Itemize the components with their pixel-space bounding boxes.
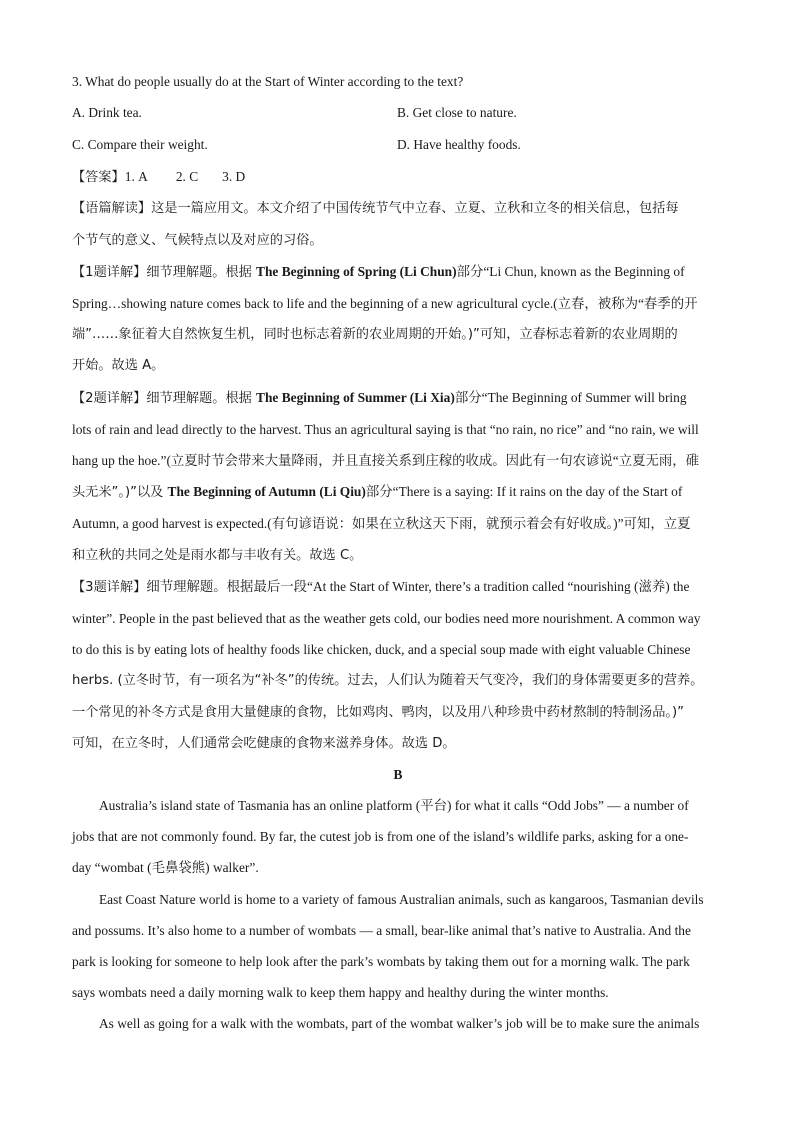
b-para-2-line-3: park is looking for someone to help look after the park’s wombats by taking them out for a morning walk. The park [72, 954, 690, 970]
q1-line-1a: 细节理解题。根据 [146, 264, 257, 280]
b-para-1-line-2: jobs that are not commonly found. By far, the cutest job is from one of the island’s wildlife parks, asking for a one- [72, 829, 689, 845]
section-b-heading: B [393, 767, 403, 783]
q2-label: 【2题详解】 [72, 390, 147, 406]
b-para-2-line-4: says wombats need a daily morning walk to keep them happy and healthy during the winter months. [72, 985, 609, 1001]
document-page [72, 66, 724, 1040]
option-b: B. Get close to nature. [397, 105, 517, 121]
question-1-explanation [72, 256, 724, 382]
q3-line-5: 一个常见的补冬方式是食用大量健康的食物，比如鸡肉、鸭肉，以及用八种珍贵中药材熬制的特制汤品。)” [72, 704, 684, 720]
answer-3: 3. D [222, 169, 246, 185]
q2-section-title-autumn: The Beginning of Autumn (Li Qiu) [167, 484, 366, 500]
b-para-2-line-2: and possums. It’s also home to a number of wombats — a small, bear-like animal that’s native to Australia. And the [72, 922, 691, 938]
q1-section-title: The Beginning of Spring (Li Chun) [256, 263, 457, 279]
q3-line-1: 细节理解题。根据最后一段“At the Start of Winter, there’s a tradition called “nourishing (滋养) the [146, 578, 690, 594]
q2-line-4b: 部分“There is a saying: If it rains on the day of the Start of [365, 484, 683, 500]
q2-line-3: hang up the hoe.”(立夏时节会带来大量降雨，并且直接关系到庄稼的收成。因此有一句农谚说“立夏无雨，碓 [72, 453, 700, 469]
passage-reading-line-1: 这是一篇应用文。本文介绍了中国传统节气中立春、立夏、立秋和立冬的相关信息，包括每 [151, 201, 679, 217]
section-b-passage [72, 790, 724, 1040]
q2-line-4a: 头无米”。)”以及 [72, 485, 168, 501]
question-3-options-row-1 [72, 97, 724, 129]
answer-1: 1. A [124, 169, 148, 185]
q2-line-1b: 部分“The Beginning of Summer will bring [454, 389, 687, 405]
answer-label: 【答案】 [72, 170, 125, 186]
q2-line-5: Autumn, a good harvest is expected.(有句谚语说：如果在立秋这天下雨，就预示着会有好收成。)”可知，立夏 [72, 516, 691, 532]
question-3-explanation [72, 571, 724, 759]
answer-2: 2. C [175, 169, 199, 185]
q1-line-2: Spring…showing nature comes back to life and the beginning of a new agricultural cycle.(立春，被称为“春季的开 [72, 296, 698, 312]
question-3-options-row-2 [72, 129, 724, 161]
q2-line-6: 和立秋的共同之处是雨水都与丰收有关。故选 C。 [72, 547, 363, 563]
option-a: A. Drink tea. [72, 105, 142, 121]
q1-line-4: 开始。故选 A。 [72, 358, 165, 374]
q3-line-3: to do this is by eating lots of healthy foods like chicken, duck, and a special soup made with eight valuable Chinese [72, 642, 691, 658]
question-3-stem: 3. What do people usually do at the Start of Winter according to the text? [72, 74, 464, 89]
option-c: C. Compare their weight. [72, 137, 208, 153]
q2-line-1a: 细节理解题。根据 [146, 390, 257, 406]
option-d: D. Have healthy foods. [397, 137, 521, 153]
q3-line-2: winter”. People in the past believed that as the weather gets cold, our bodies need more nourishment. A common way [72, 611, 701, 627]
answer-key [72, 161, 724, 193]
q3-label: 【3题详解】 [72, 579, 147, 595]
b-para-3-line-1: As well as going for a walk with the wombats, part of the wombat walker’s job will be to make sure the animals [99, 1016, 700, 1032]
q2-section-title-summer: The Beginning of Summer (Li Xia) [256, 389, 455, 405]
b-para-1-line-1: Australia’s island state of Tasmania has an online platform (平台) for what it calls “Odd Jobs” — a number of [99, 798, 689, 814]
passage-reading-line-2: 个节气的意义、气候特点以及对应的习俗。 [72, 232, 323, 248]
b-para-2-line-1: East Coast Nature world is home to a variety of famous Australian animals, such as kangaroos, Tasmanian devils [99, 891, 704, 907]
q2-line-2: lots of rain and lead directly to the harvest. Thus an agricultural saying is that “no rain, no rice” and “no rain, we will [72, 421, 699, 437]
q1-line-3: 端”……象征着大自然恢复生机，同时也标志着新的农业周期的开始。)”可知，立春标志着新的农业周期的 [72, 327, 678, 343]
question-2-explanation [72, 382, 724, 571]
q1-label: 【1题详解】 [72, 264, 147, 280]
passage-reading-label: 【语篇解读】 [72, 201, 152, 217]
b-para-1-line-3: day “wombat (毛鼻袋熊) walker”. [72, 860, 259, 876]
q3-line-6: 可知，在立冬时，人们通常会吃健康的食物来滋养身体。故选 D。 [72, 735, 456, 751]
q3-line-4: herbs. (立冬时节，有一项名为“补冬”的传统。过去，人们认为随着天气变冷，我们的身体需要更多的营养。 [72, 673, 704, 689]
q1-line-1b: 部分“Li Chun, known as the Beginning of [456, 263, 685, 279]
passage-reading [72, 193, 724, 255]
